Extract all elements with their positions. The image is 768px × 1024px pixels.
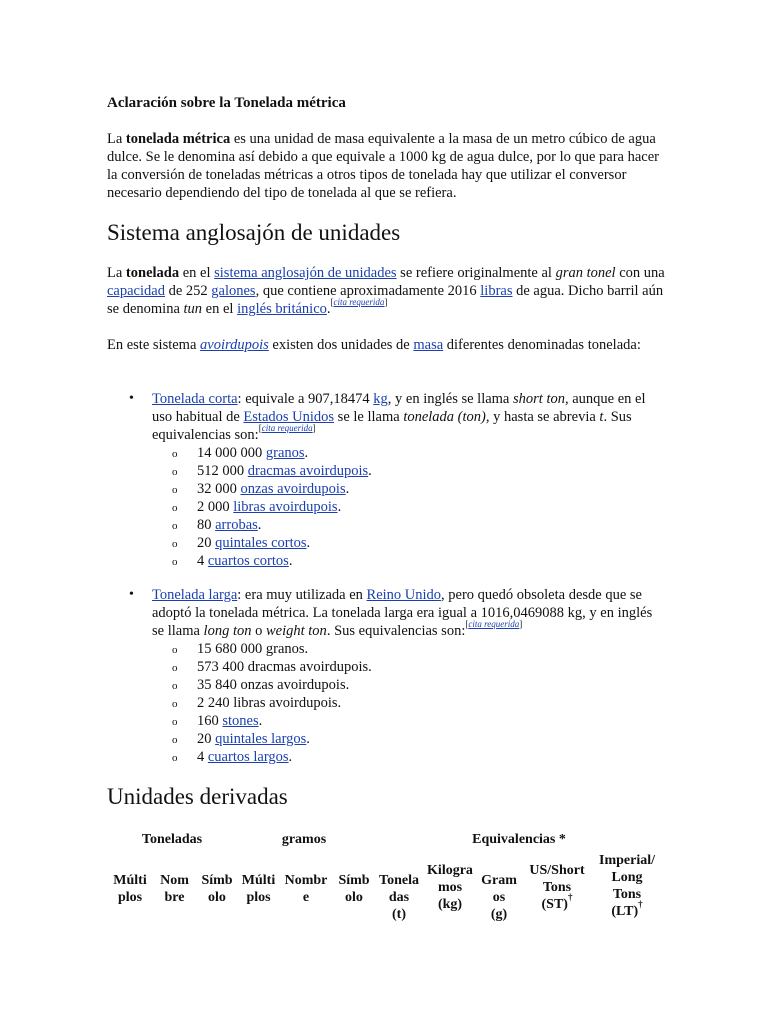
list-tonelada-corta [107,390,667,570]
column-header: Símb olo [338,873,370,905]
link-galones[interactable]: galones [211,283,256,299]
sub-item-link[interactable]: granos [265,445,305,461]
sub-item-link[interactable]: cuartos cortos [207,553,289,569]
sub-item-link[interactable]: libras avoirdupois [233,499,338,515]
link-tonelada-larga[interactable]: Tonelada larga [152,587,238,603]
link-ingles-britanico[interactable]: inglés británico [237,301,327,317]
cita-requerida-link[interactable]: cita requerida [261,423,313,434]
sub-item-text: 573 400 dracmas avoirdupois. [197,659,372,675]
sub-list-item [107,658,667,676]
circle-bullet-icon: o [172,502,178,514]
sub-list-item [107,640,667,658]
sub-item-link[interactable]: stones [222,713,259,729]
group-header-toneladas: Toneladas [141,832,203,847]
link-avoirdupois[interactable]: avoirdupois [200,337,269,353]
circle-bullet-icon: o [172,698,178,710]
sub-item-text: 160 stones. [197,713,263,729]
section-title: Aclaración sobre la Tonelada métrica [107,95,346,111]
link-kg[interactable]: kg [373,391,388,407]
cita-requerida-link[interactable]: cita requerida [468,619,520,630]
column-header: Imperial/ Long Tons (LT)† [599,853,655,919]
circle-bullet-icon: o [172,556,178,568]
sub-list-item [107,694,667,712]
circle-bullet-icon: o [172,662,178,674]
citation-needed: [cita requerida] [465,619,523,630]
sub-list-item [107,534,667,552]
circle-bullet-icon: o [172,538,178,550]
sub-item-link[interactable]: onzas avoirdupois [240,481,346,497]
sub-list-item [107,552,667,570]
sub-item-text: 14 000 000 granos. [197,445,309,461]
list-item: • Tonelada corta: equivale a 907,18474 kg, y en inglés se llama short ton, aunque en el uso habitual de Estados Unidos se le llama tonelada (ton), y hasta se abrevia t. Sus equivalencias son:[cita requerida] [129,391,646,443]
sub-item-link[interactable]: quintales largos [215,731,307,747]
link-reino-unido[interactable]: Reino Unido [366,587,442,603]
paragraph-tonelada-metrica: La tonelada métrica es una unidad de masa equivalente a la masa de un metro cúbico de agua dulce. Se le denomina así debido a que equivale a 1000 kg de agua dulce, por lo que para hacer la conversión de toneladas métricas a otros tipos de tonelada hay que utilizar el conversor necesario dependiendo del tipo de tonelada al que se refiera. [107,131,659,201]
circle-bullet-icon: o [172,716,178,728]
sub-item-text: 4 cuartos largos. [197,749,293,765]
sub-list-item [107,462,667,480]
link-capacidad[interactable]: capacidad [107,283,165,299]
column-header: Múlti plos [113,873,147,905]
column-header: US/Short Tons (ST)† [529,863,585,912]
group-header-equivalencias: Equivalencias * [472,832,566,847]
circle-bullet-icon: o [172,734,178,746]
sub-item-text: 15 680 000 granos. [197,641,309,657]
sub-item-text: 35 840 onzas avoirdupois. [197,677,350,693]
link-sistema-anglosajon[interactable]: sistema anglosajón de unidades [214,265,397,281]
sub-item-text: 2 000 libras avoirdupois. [197,499,342,515]
sub-item-link[interactable]: arrobas [215,517,258,533]
paragraph-avoirdupois: En este sistema avoirdupois existen dos unidades de masa diferentes denominadas tonelada: [107,337,641,353]
sub-list-item [107,444,667,462]
link-estados-unidos[interactable]: Estados Unidos [243,409,335,425]
sub-item-text: 2 240 libras avoirdupois. [197,695,342,711]
sub-list-item [107,516,667,534]
sub-list-item [107,730,667,748]
column-header: Kilogra mos (kg) [427,863,473,912]
sub-item-text: 80 arrobas. [197,517,262,533]
group-header-gramos: gramos [281,832,327,847]
sub-item-link[interactable]: dracmas avoirdupois [247,463,369,479]
citation-needed: [cita requerida] [258,423,316,434]
sub-list-item [107,498,667,516]
column-header: Nom bre [160,873,189,905]
list-tonelada-larga [107,586,667,766]
citation-needed: [cita requerida] [330,297,388,308]
sub-item-link[interactable]: quintales cortos [215,535,307,551]
column-header: Gram os (g) [481,873,517,922]
list-item: • Tonelada larga: era muy utilizada en Reino Unido, pero quedó obsoleta desde que se adoptó la tonelada métrica. La tonelada larga era igual a 1016,0469088 kg, y en inglés se llama long ton o weight ton. Sus equivalencias son:[cita requerida] [129,587,653,639]
sub-item-text: 4 cuartos cortos. [197,553,293,569]
sub-item-text: 512 000 dracmas avoirdupois. [197,463,372,479]
column-header: Tonela das (t) [379,873,419,922]
sub-list-larga [107,640,667,766]
link-libras[interactable]: libras [480,283,513,299]
circle-bullet-icon: o [172,680,178,692]
circle-bullet-icon: o [172,644,178,656]
circle-bullet-icon: o [172,448,178,460]
heading-sistema-anglosajon: Sistema anglosajón de unidades [107,220,401,245]
sub-list-item [107,480,667,498]
sub-list-item [107,676,667,694]
bullet-icon: • [129,391,134,406]
sub-list-item [107,748,667,766]
link-masa[interactable]: masa [413,337,444,353]
paragraph-tonelada: La tonelada en el sistema anglosajón de unidades se refiere originalmente al gran tonel con una capacidad de 252 galones, que contiene aproximadamente 2016 libras de agua. Dicho barril aún se denomina tun en el inglés británico.[cita requerida] [107,265,665,317]
column-header: Múlti plos [241,873,276,905]
circle-bullet-icon: o [172,752,178,764]
circle-bullet-icon: o [172,466,178,478]
cita-requerida-link[interactable]: cita requerida [333,297,385,308]
heading-unidades-derivadas: Unidades derivadas [107,784,288,809]
sub-item-link[interactable]: cuartos largos [207,749,289,765]
sub-item-text: 32 000 onzas avoirdupois. [197,481,350,497]
sub-list-corta [107,444,667,570]
link-tonelada-corta[interactable]: Tonelada corta [152,391,238,407]
sub-list-item [107,712,667,730]
sub-item-text: 20 quintales cortos. [197,535,311,551]
column-header: Nombr e [284,873,328,905]
circle-bullet-icon: o [172,520,178,532]
bullet-icon: • [129,587,134,602]
circle-bullet-icon: o [172,484,178,496]
sub-item-text: 20 quintales largos. [197,731,310,747]
column-header: Símb olo [201,873,233,905]
